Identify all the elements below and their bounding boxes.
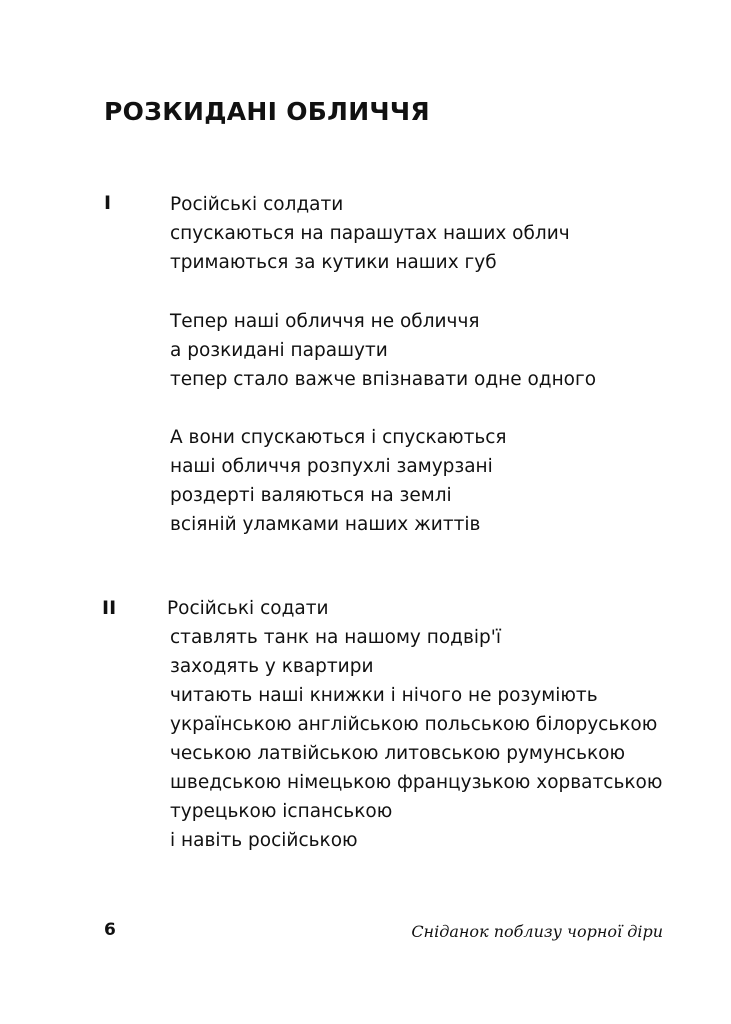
verse-line: чеською латвійською литовською румунською — [170, 743, 626, 764]
stanza-1 — [170, 190, 570, 277]
verse-line: Російські солдати — [170, 194, 344, 215]
verse-line: Російські содати — [167, 598, 329, 619]
verse-line: тримаються за кутики наших губ — [170, 252, 497, 273]
verse-line: наші обличчя розпухлі замурзані — [170, 456, 493, 477]
verse-line: заходять у квартири — [170, 656, 374, 677]
verse-line: українською англійською польською білоруською — [170, 714, 658, 735]
verse-line: ставлять танк на нашому подвір'ї — [170, 627, 501, 648]
verse-line: і навіть російською — [170, 830, 358, 851]
stanza-2 — [170, 307, 596, 394]
stanza-4 — [167, 594, 663, 855]
verse-line: тепер стало важче впізнавати одне одного — [170, 369, 597, 390]
running-title: Сніданок поблизу чорної діри — [411, 922, 663, 941]
verse-line: шведською німецькою французькою хорватською — [170, 772, 663, 793]
poem-title: РОЗКИДАНІ ОБЛИЧЧЯ — [104, 97, 430, 126]
verse-line: спускаються на парашутах наших облич — [170, 223, 570, 244]
section-numeral-2: II — [102, 597, 117, 619]
verse-line: роздерті валяються на землі — [170, 485, 452, 506]
verse-line: читають наші книжки і нічого не розуміють — [170, 685, 598, 706]
verse-line: А вони спускаються і спускаються — [170, 427, 507, 448]
stanza-3 — [170, 423, 507, 539]
verse-line: турецькою іспанською — [170, 801, 393, 822]
verse-line: всіяній уламками наших життів — [170, 514, 481, 535]
verse-line: а розкидані парашути — [170, 340, 388, 361]
page-number: 6 — [104, 920, 116, 940]
verse-line: Тепер наші обличчя не обличчя — [170, 311, 480, 332]
section-numeral-1: I — [104, 192, 112, 214]
